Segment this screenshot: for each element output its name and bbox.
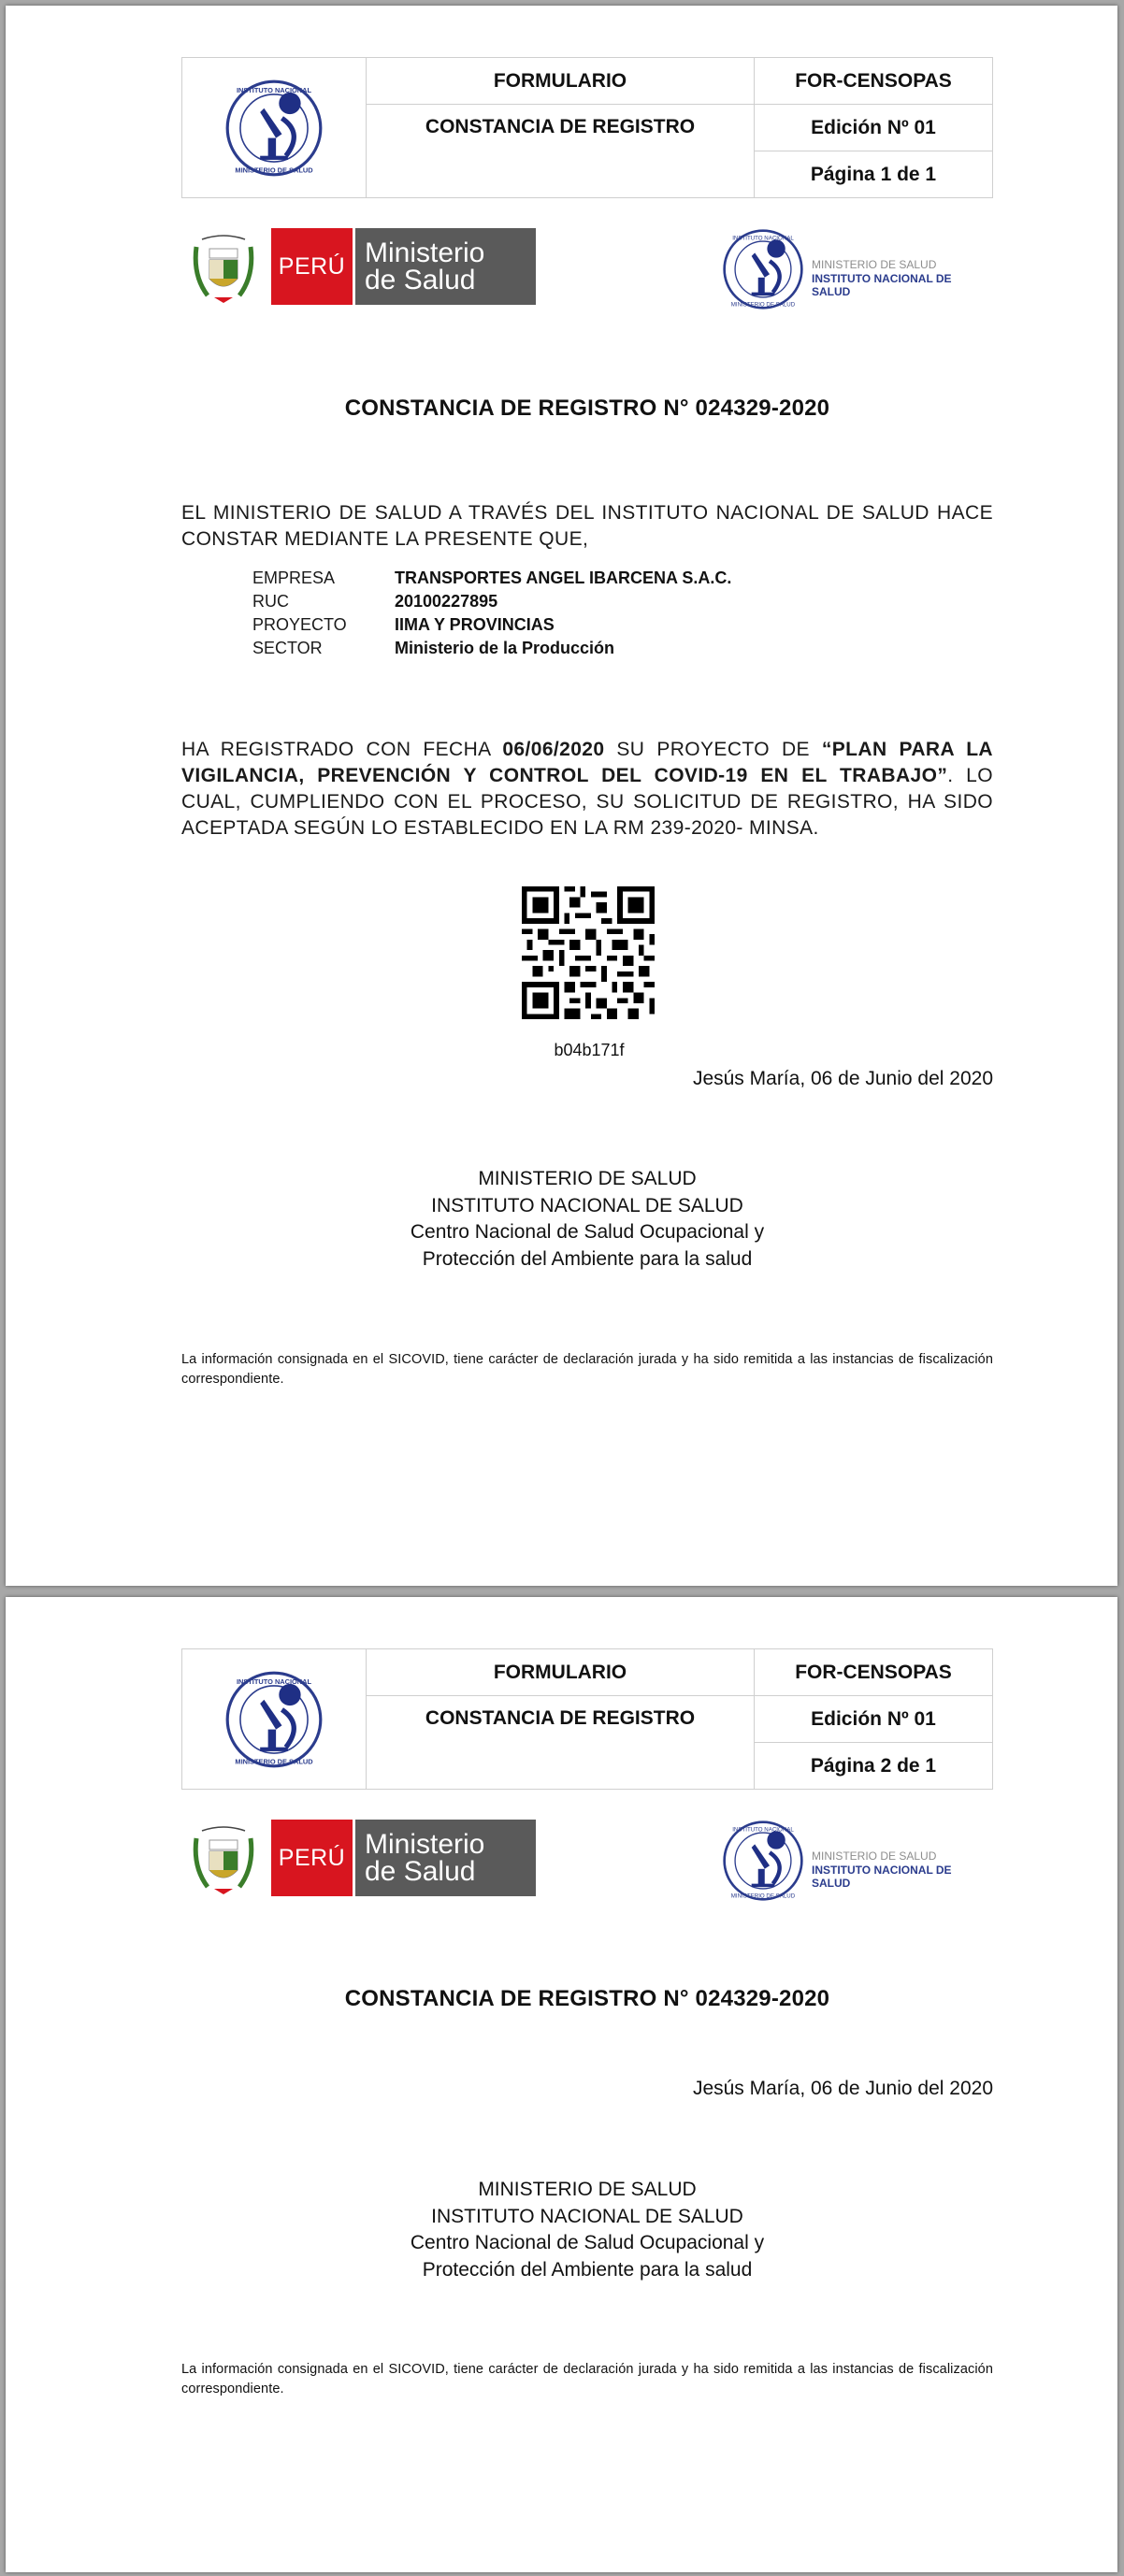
logo-banner <box>181 228 993 308</box>
ins-logo <box>722 1820 993 1899</box>
qr-code-icon <box>522 886 655 1019</box>
sign-line-3: Centro Nacional de Salud Ocupacional y <box>410 1221 765 1243</box>
field-row-empresa <box>252 567 731 590</box>
footnote: La información consignada en el SICOVID, tiene carácter de declaración jurada y ha sido remitida a las instancias de fiscalización correspondiente. <box>181 2362 993 2396</box>
ministerio-line2: de Salud <box>365 265 476 295</box>
peru-logo: PERÚ <box>271 1820 353 1896</box>
sign-line-2: INSTITUTO NACIONAL DE SALUD <box>431 2205 743 2227</box>
sign-line-4: Protección del Ambiente para la salud <box>422 1247 753 1270</box>
form-header-table <box>181 1648 993 1790</box>
logo-banner <box>181 1820 993 1899</box>
peru-logo: PERÚ <box>271 228 353 305</box>
form-edition: Edición Nº 01 <box>755 1696 993 1743</box>
sign-line-1: MINISTERIO DE SALUD <box>478 2179 697 2200</box>
body-text-start: HA REGISTRADO CON FECHA <box>181 739 503 760</box>
sign-line-3: Centro Nacional de Salud Ocupacional y <box>410 2232 765 2253</box>
form-name: CONSTANCIA DE REGISTRO <box>367 1696 755 1790</box>
field-label: SECTOR <box>252 639 323 657</box>
form-header-table <box>181 57 993 198</box>
ministerio-line1: Ministerio <box>365 1829 485 1860</box>
ins-emblem-cell <box>182 1649 367 1790</box>
form-label: FORMULARIO <box>367 1649 755 1696</box>
ins-logo-line1: MINISTERIO DE SALUD <box>812 1849 937 1863</box>
signature-block <box>181 2177 993 2283</box>
ministerio-line1: Ministerio <box>365 237 485 268</box>
field-row-proyecto <box>252 613 731 637</box>
footnote: La información consignada en el SICOVID, tiene carácter de declaración jurada y ha sido remitida a las instancias de fiscalización correspondiente. <box>181 1352 993 1387</box>
field-value: TRANSPORTES ANGEL IBARCENA S.A.C. <box>395 568 732 587</box>
intro-paragraph: EL MINISTERIO DE SALUD A TRAVÉS DEL INSTITUTO NACIONAL DE SALUD HACE CONSTAR MEDIANTE LA PRESENTE QUE, <box>181 502 993 550</box>
field-value: IIMA Y PROVINCIAS <box>395 615 555 634</box>
document-title: CONSTANCIA DE REGISTRO N° 024329-2020 <box>344 396 830 421</box>
form-edition: Edición Nº 01 <box>755 105 993 151</box>
qr-code-label: b04b171f <box>554 1041 625 1059</box>
ins-emblem-cell <box>182 58 367 198</box>
page-number: Página 2 de 1 <box>755 1743 993 1790</box>
ins-logo-line2: INSTITUTO NACIONAL DE SALUD <box>812 1864 952 1890</box>
form-label: FORMULARIO <box>367 58 755 105</box>
document-page-2 <box>6 1597 1117 2572</box>
form-name: CONSTANCIA DE REGISTRO <box>367 105 755 198</box>
field-value: Ministerio de la Producción <box>395 639 615 657</box>
field-value: 20100227895 <box>395 592 498 611</box>
registration-date: 06/06/2020 <box>502 739 605 760</box>
registration-fields <box>252 567 731 660</box>
page-number: Página 1 de 1 <box>755 151 993 198</box>
sign-line-1: MINISTERIO DE SALUD <box>478 1168 697 1189</box>
peru-coat-of-arms-icon <box>191 1825 256 1896</box>
body-text-end: . LO CUAL, CUMPLIENDO CON EL PROCESO, SU SOLICITUD DE REGISTRO, HA SIDO ACEPTADA SEGÚN LO ESTABLECIDO EN LA RM 239-2020- MINSA. <box>181 765 993 839</box>
field-label: PROYECTO <box>252 615 347 634</box>
form-code: FOR-CENSOPAS <box>755 58 993 105</box>
document-title: CONSTANCIA DE REGISTRO N° 024329-2020 <box>344 1986 830 2011</box>
sign-line-2: INSTITUTO NACIONAL DE SALUD <box>431 1194 743 1216</box>
form-code: FOR-CENSOPAS <box>755 1649 993 1696</box>
body-text-mid: SU PROYECTO DE <box>604 739 822 760</box>
ins-logo-line1: MINISTERIO DE SALUD <box>812 258 937 271</box>
issue-date: Jesús María, 06 de Junio del 2020 <box>692 2078 993 2099</box>
ministerio-logo <box>355 1820 536 1896</box>
ins-emblem-icon <box>722 228 804 310</box>
ministerio-line2: de Salud <box>365 1856 476 1887</box>
field-label: RUC <box>252 592 289 611</box>
document-page-1 <box>6 6 1117 1586</box>
ins-logo-line2: INSTITUTO NACIONAL DE SALUD <box>812 272 952 298</box>
field-row-ruc <box>252 590 731 613</box>
ins-emblem-icon <box>224 79 324 178</box>
signature-block <box>181 1166 993 1273</box>
sign-line-4: Protección del Ambiente para la salud <box>422 2258 753 2281</box>
peru-coat-of-arms-icon <box>191 234 256 305</box>
ministerio-logo <box>355 228 536 305</box>
ins-emblem-icon <box>722 1820 804 1902</box>
plan-name: “PLAN PARA LA VIGILANCIA, PREVENCIÓN Y CONTROL DEL COVID-19 EN EL TRABAJO” <box>181 739 993 786</box>
issue-date: Jesús María, 06 de Junio del 2020 <box>692 1068 993 1089</box>
ins-emblem-icon <box>224 1670 324 1769</box>
field-row-sector <box>252 637 731 660</box>
field-label: EMPRESA <box>252 568 336 587</box>
body-paragraph <box>181 737 993 842</box>
ins-logo <box>722 228 993 308</box>
